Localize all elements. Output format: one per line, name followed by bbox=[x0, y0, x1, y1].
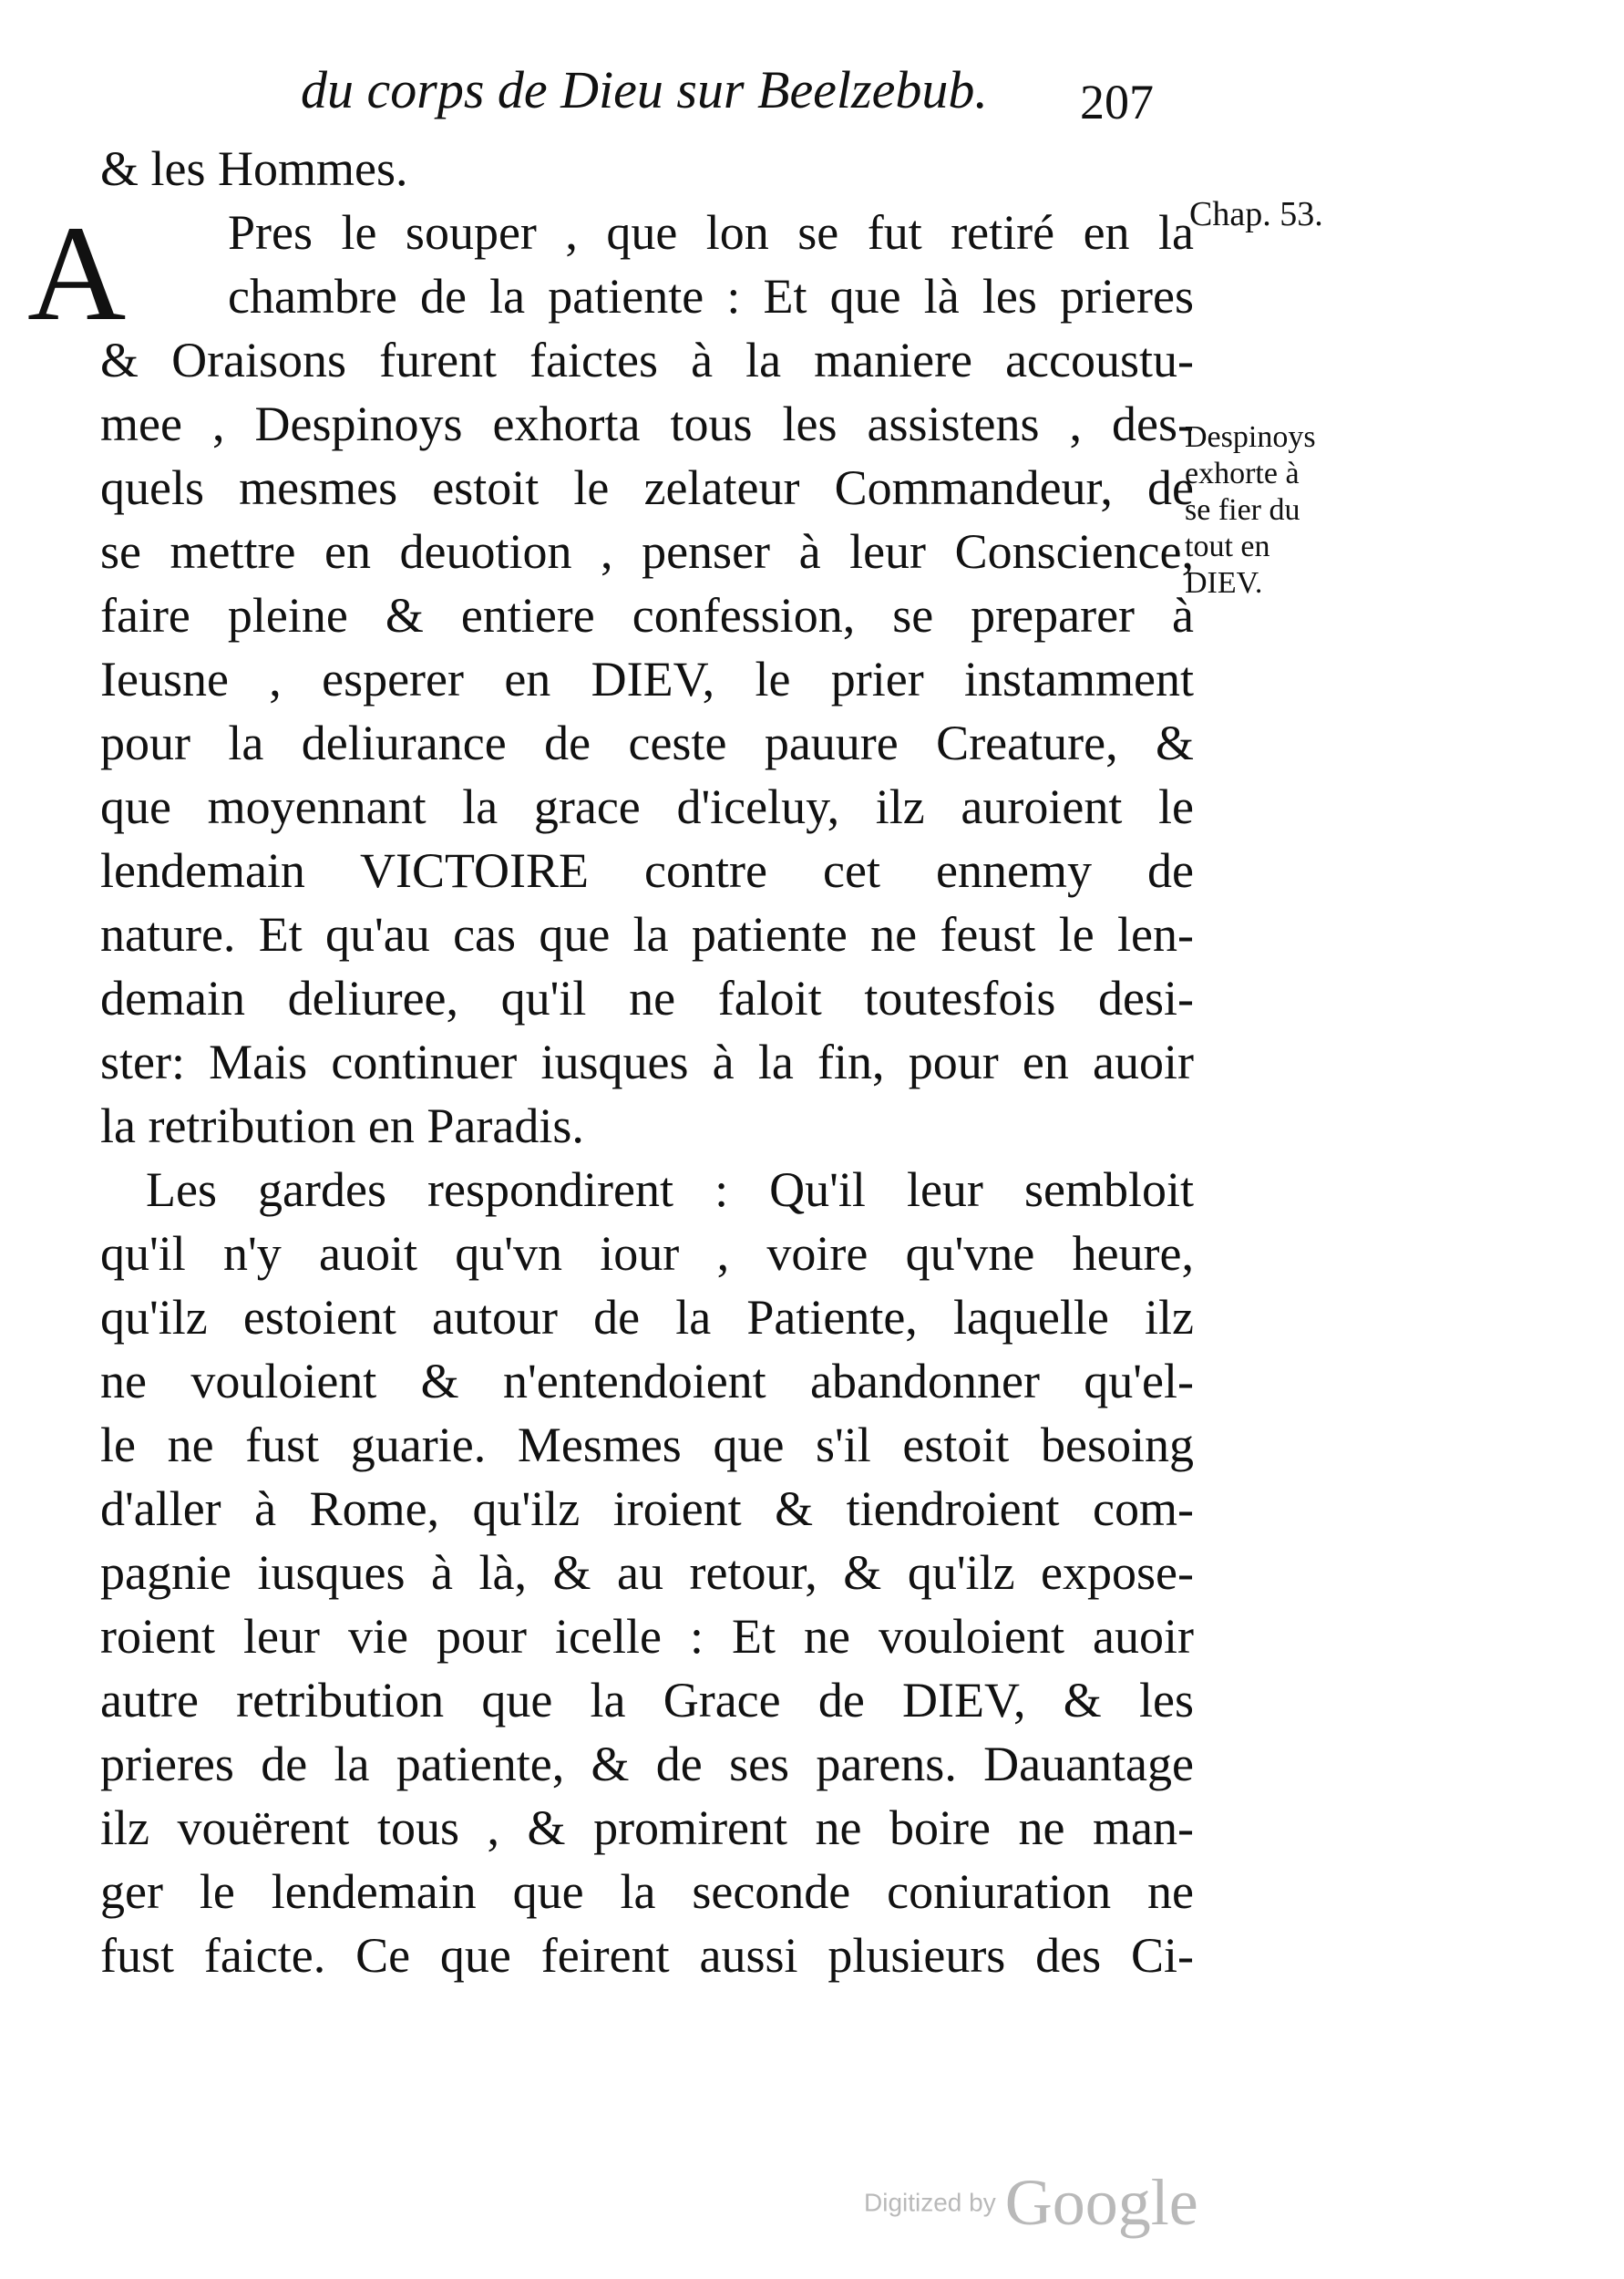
text-line: ger le lendemain que la seconde coniuration ne bbox=[100, 1864, 1194, 1919]
google-logo: Google bbox=[1004, 2166, 1198, 2239]
text-line: prieres de la patiente, & de ses parens. Dauantage bbox=[100, 1737, 1194, 1791]
text-line: & les Hommes. bbox=[100, 141, 408, 196]
margin-note-line: Despinoys bbox=[1185, 420, 1316, 454]
margin-note-line: DIEV. bbox=[1185, 566, 1263, 600]
text-line: & Oraisons furent faictes à la maniere accoustu- bbox=[100, 333, 1194, 387]
text-line: la retribution en Paradis. bbox=[100, 1098, 584, 1153]
text-line: pagnie iusques à là, & au retour, & qu'ilz expose- bbox=[100, 1545, 1194, 1600]
text-line: pour la deliurance de ceste pauure Creature, & bbox=[100, 716, 1194, 770]
text-line: qu'ilz estoient autour de la Patiente, laquelle ilz bbox=[100, 1290, 1194, 1345]
margin-note-line: se fier du bbox=[1185, 493, 1300, 527]
text-line: le ne fust guarie. Mesmes que s'il estoit besoing bbox=[100, 1418, 1194, 1472]
text-line: nature. Et qu'au cas que la patiente ne feust le len- bbox=[100, 907, 1194, 962]
text-line: chambre de la patiente : Et que là les prieres bbox=[228, 269, 1194, 324]
text-line: lendemain VICTOIRE contre cet ennemy de bbox=[100, 843, 1194, 898]
text-line: quels mesmes estoit le zelateur Commandeur, de bbox=[100, 460, 1194, 515]
text-line: ne vouloient & n'entendoient abandonner qu'el- bbox=[100, 1354, 1194, 1408]
text-line: faire pleine & entiere confession, se preparer à bbox=[100, 588, 1194, 643]
text-line: Ieusne , esperer en DIEV, le prier instamment bbox=[100, 652, 1194, 706]
text-line: mee , Despinoys exhorta tous les assistens , des- bbox=[100, 397, 1194, 451]
digitized-watermark bbox=[864, 2165, 1198, 2241]
text-line: ster: Mais continuer iusques à la fin, pour en auoir bbox=[100, 1035, 1194, 1089]
margin-note-line: tout en bbox=[1185, 530, 1270, 563]
text-line: demain deliuree, qu'il ne faloit toutesfois desi- bbox=[100, 971, 1194, 1026]
text-line: d'aller à Rome, qu'ilz iroient & tiendroient com- bbox=[100, 1481, 1194, 1536]
text-line: Les gardes respondirent : Qu'il leur sembloit bbox=[146, 1162, 1194, 1217]
margin-note-line: exhorte à bbox=[1185, 457, 1300, 490]
text-line: fust faicte. Ce que feirent aussi plusieurs des Ci- bbox=[100, 1928, 1194, 1983]
drop-cap: A bbox=[27, 198, 127, 349]
text-line: Pres le souper , que lon se fut retiré en la bbox=[228, 205, 1194, 260]
body-text bbox=[100, 137, 1194, 1987]
text-line: ilz vouërent tous , & promirent ne boire ne man- bbox=[100, 1800, 1194, 1855]
text-line: autre retribution que la Grace de DIEV, & les bbox=[100, 1673, 1194, 1727]
text-line: se mettre en deuotion , penser à leur Conscience, bbox=[100, 524, 1194, 579]
margin-side-note bbox=[1185, 419, 1316, 602]
margin-chapter-note: Chap. 53. bbox=[1189, 195, 1323, 233]
text-line: roient leur vie pour icelle : Et ne vouloient auoir bbox=[100, 1609, 1194, 1664]
text-line: que moyennant la grace d'iceluy, ilz auroient le bbox=[100, 779, 1194, 834]
page-number: 207 bbox=[1080, 75, 1154, 129]
text-line: qu'il n'y auoit qu'vn iour , voire qu'vne heure, bbox=[100, 1226, 1194, 1281]
running-head: du corps de Dieu sur Beelzebub. bbox=[301, 60, 988, 119]
watermark-prefix: Digitized by bbox=[864, 2188, 996, 2217]
